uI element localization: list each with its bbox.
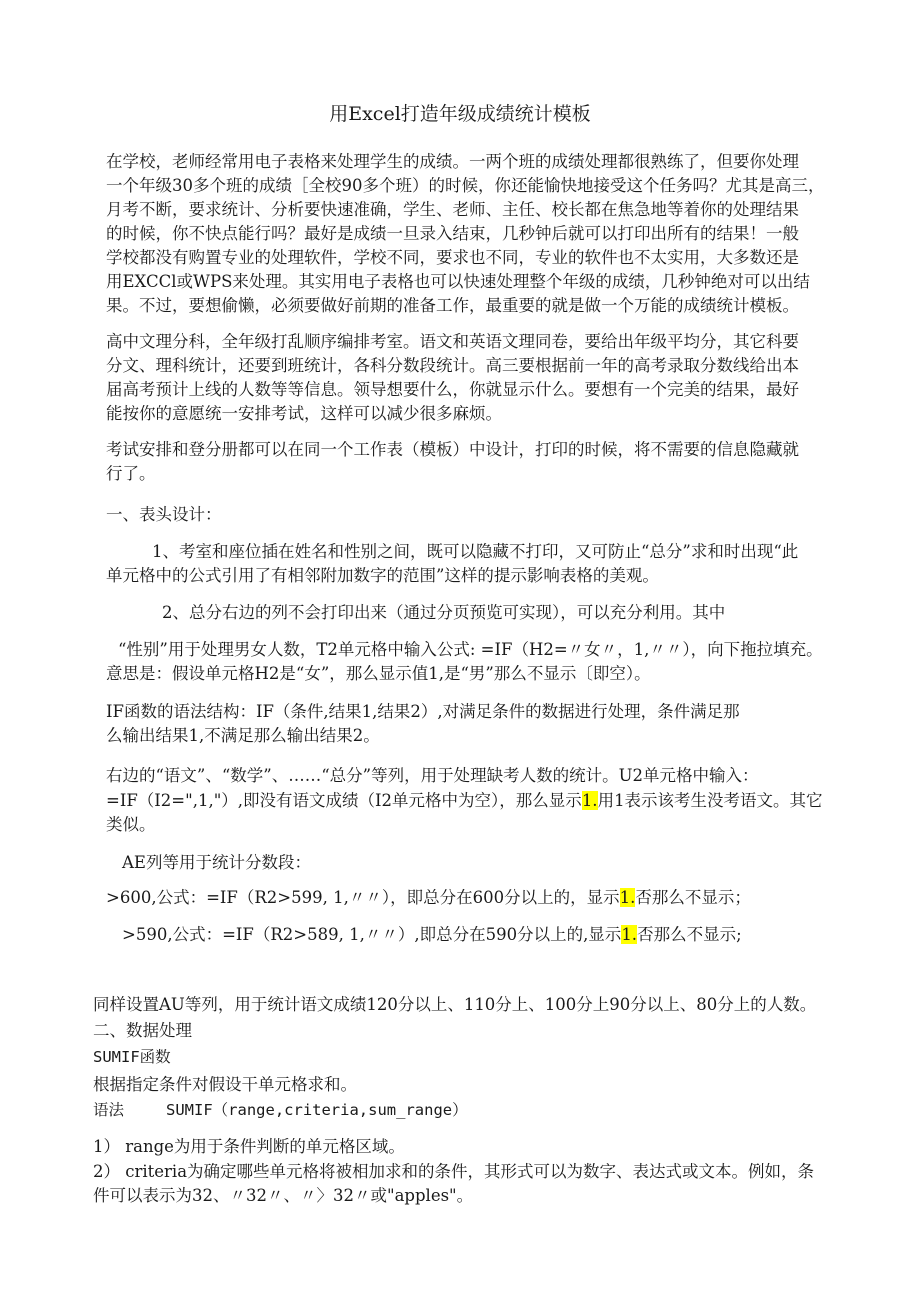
ae-column-note: AE列等用于统计分数段： bbox=[122, 853, 311, 872]
paragraph-line: 1、考室和座位插在姓名和性别之间，既可以隐藏不打印，又可防止“总分”求和时出现“此 bbox=[152, 542, 799, 561]
text-run: 否那么不显示； bbox=[635, 888, 751, 907]
paragraph-line: “性别”用于处理男女人数，T2单元格中输入公式: =IF（H2=〃女〃，1,〃〃），向下拖拉填充。 bbox=[118, 640, 823, 659]
paragraph-line: 件可以表示为32、〃32〃、〃〉32〃或"apples"。 bbox=[93, 1186, 474, 1205]
paragraph-line: 类似。 bbox=[106, 815, 156, 834]
intro-line: 用EXCCl或WPS来处理。其实用电子表格也可以快速处理整个年级的成绩，几秒钟绝对可以出结 bbox=[106, 272, 810, 291]
intro-line: 在学校，老师经常用电子表格来处理学生的成绩。一两个班的成绩处理都很熟练了，但要你处理 bbox=[106, 152, 799, 171]
intro-line: 一个年级30多个班的成绩［全校90多个班）的时候，你还能愉快地接受这个任务吗？尤其是高三， bbox=[106, 176, 825, 195]
paragraph-line: 高中文理分科，全年级打乱顺序编排考室。语文和英语文理同卷，要给出年级平均分，其它科要 bbox=[106, 332, 799, 351]
text-run: =IF（I2=",1,"）,即没有语文成绩（I2单元格中为空），那么显示 bbox=[106, 791, 582, 810]
formula-590 bbox=[122, 923, 742, 947]
param-range: 1） range为用于条件判断的单元格区域。 bbox=[93, 1137, 405, 1156]
document-title: 用Excel打造年级成绩统计模板 bbox=[329, 103, 591, 125]
text-run: 用1表示该考生没考语文。其它 bbox=[597, 791, 823, 810]
au-column-note: 同样设置AU等列，用于统计语文成绩120分以上、110分上、100分上90分以上、80分上的人数。 bbox=[93, 995, 817, 1014]
paragraph-line: IF函数的语法结构：IF（条件,结果1,结果2）,对满足条件的数据进行处理，条件满足那 bbox=[106, 702, 740, 721]
paragraph-line: 意思是：假设单元格H2是“女”，那么显示值1,是“男”那么不显示〔即空）。 bbox=[106, 664, 651, 683]
syntax-label: 语法 bbox=[93, 1101, 125, 1119]
text-run: >600,公式：=IF（R2>599, 1,〃〃），即总分在600分以上的，显示 bbox=[106, 888, 620, 907]
paragraph-line: 2） criteria为确定哪些单元格将被相加求和的条件，其形式可以为数字、表达式或文本。例如，条 bbox=[93, 1162, 815, 1181]
intro-line: 月考不断，要求统计、分析要快速准确，学生、老师、主任、校长都在焦急地等着你的处理结果 bbox=[106, 200, 799, 219]
sumif-title: SUMIF函数 bbox=[93, 1048, 171, 1066]
formula-600 bbox=[106, 886, 751, 910]
paragraph-line: 分文、理科统计，还要到班统计，各科分数段统计。高三要根据前一年的高考录取分数线给出本 bbox=[106, 356, 799, 375]
section-heading-data-processing: 二、数据处理 bbox=[93, 1021, 192, 1040]
paragraph-line: 么输出结果1,不满足那么输出结果2。 bbox=[106, 726, 380, 745]
paragraph-line: 单元格中的公式引用了有相邻附加数字的范围”这样的提示影响表格的美观。 bbox=[106, 566, 659, 585]
paragraph-line: 能按你的意愿统一安排考试，这样可以减少很多麻烦。 bbox=[106, 404, 502, 423]
paragraph-line bbox=[106, 789, 823, 813]
paragraph-line: 行了。 bbox=[106, 464, 156, 483]
syntax-value: SUMIF（range,criteria,sum_range） bbox=[166, 1101, 468, 1119]
highlighted-text: 1. bbox=[581, 791, 598, 810]
text-run: 否那么不显示; bbox=[637, 925, 742, 944]
intro-line: 的时候，你不快点能行吗？最好是成绩一旦录入结束，几秒钟后就可以打印出所有的结果！一般 bbox=[106, 224, 799, 243]
item-two: 2、总分右边的列不会打印出来（通过分页预览可实现），可以充分利用。其中 bbox=[162, 603, 726, 622]
highlighted-text: 1. bbox=[621, 925, 638, 944]
intro-line: 果。不过，要想偷懒，必须要做好前期的准备工作，最重要的就是做一个万能的成绩统计模板。 bbox=[106, 296, 799, 315]
highlighted-text: 1. bbox=[619, 888, 636, 907]
paragraph-line: 右边的“语文”、“数学”、……“总分”等列，用于处理缺考人数的统计。U2单元格中输入： bbox=[106, 766, 759, 785]
text-run: >590,公式：=IF（R2>589, 1,〃〃）,即总分在590分以上的,显示 bbox=[122, 925, 622, 944]
paragraph-line: 届高考预计上线的人数等等信息。领导想要什么，你就显示什么。要想有一个完美的结果，最好 bbox=[106, 380, 799, 399]
paragraph-line: 考试安排和登分册都可以在同一个工作表（模板）中设计，打印的时候，将不需要的信息隐藏就 bbox=[106, 440, 799, 459]
sumif-description: 根据指定条件对假设干单元格求和。 bbox=[93, 1075, 357, 1094]
section-heading-header-design: 一、表头设计： bbox=[106, 505, 222, 524]
intro-line: 学校都没有购置专业的处理软件，学校不同，要求也不同，专业的软件也不太实用，大多数还是 bbox=[106, 248, 799, 267]
